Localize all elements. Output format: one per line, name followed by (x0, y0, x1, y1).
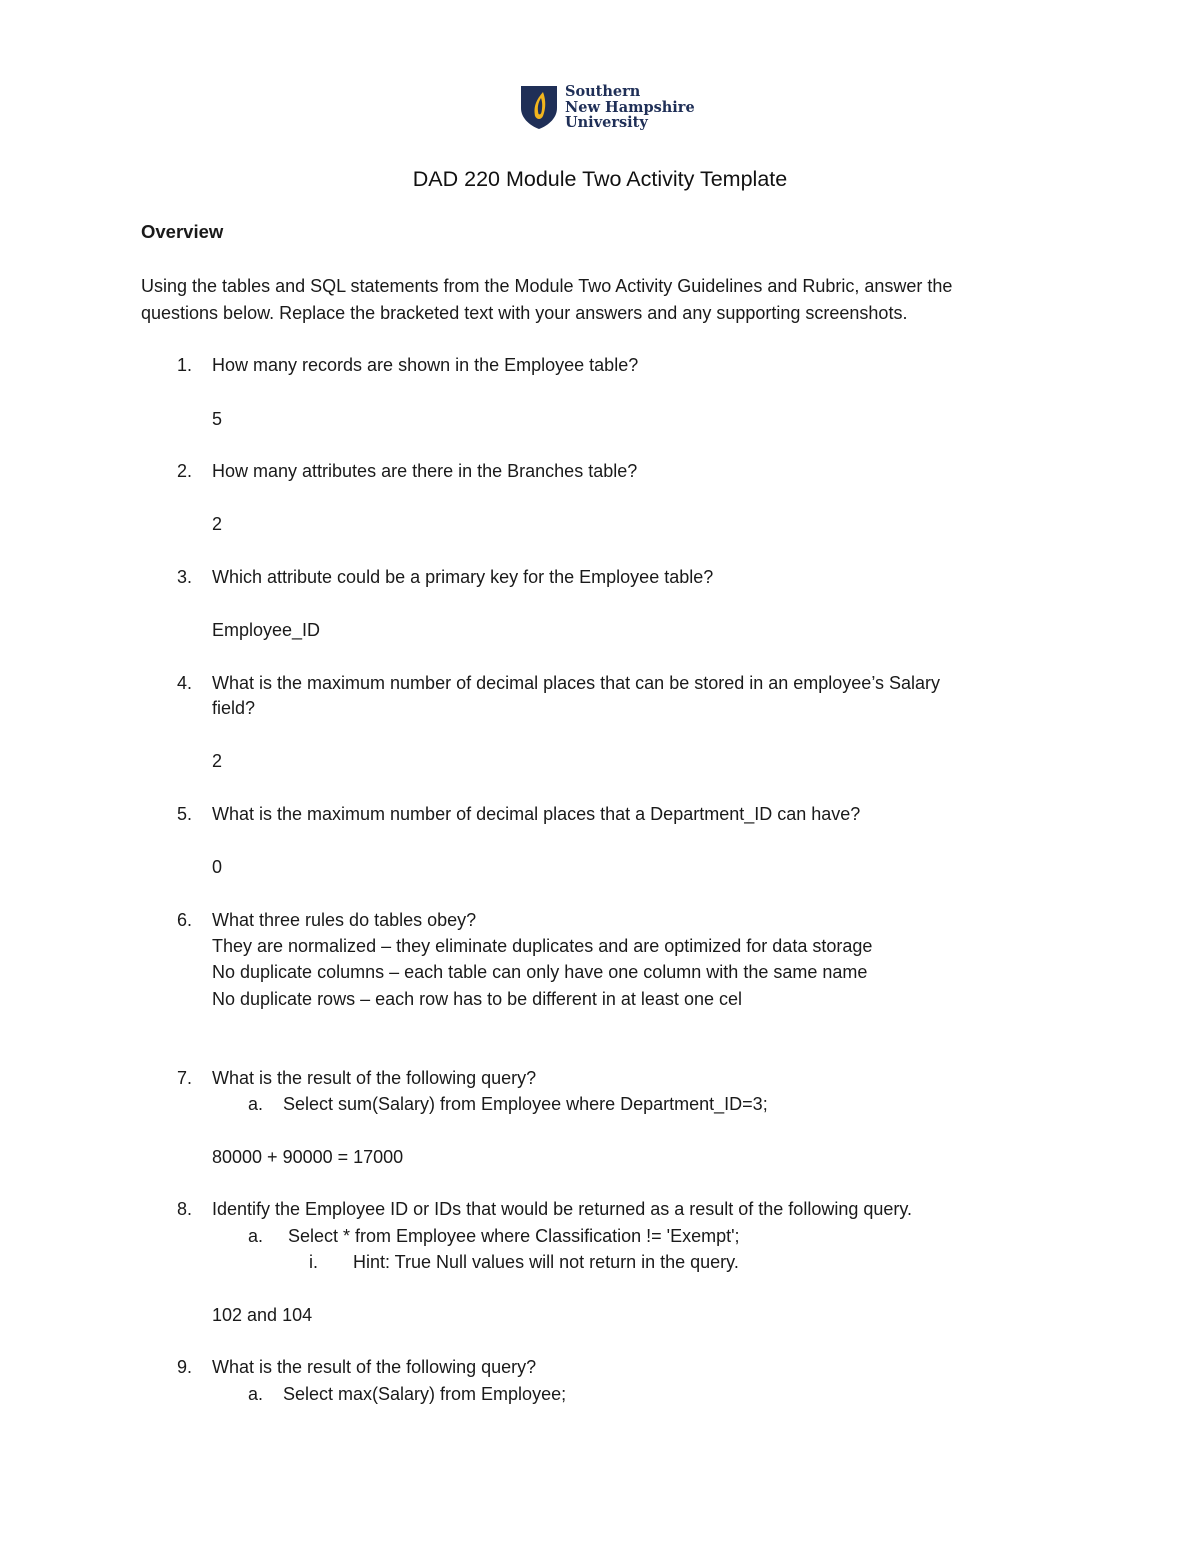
answer-line: No duplicate columns – each table can only have one column with the same name (212, 962, 868, 982)
question-number: 8. (176, 1199, 192, 1219)
sub-sub-item-text: Hint: True Null values will not return in the query. (353, 1252, 739, 1272)
question-number: 5. (176, 804, 192, 824)
question-number: 9. (176, 1357, 192, 1377)
answer-text: 2 (212, 514, 223, 534)
question-text: What three rules do tables obey? (212, 910, 477, 930)
question-text: What is the result of the following query? (212, 1068, 537, 1088)
question-text: Identify the Employee ID or IDs that would be returned as a result of the following query. (212, 1199, 913, 1219)
logo-text (565, 84, 695, 131)
answer-line: No duplicate rows – each row has to be different in at least one cel (212, 989, 742, 1009)
sub-sub-item-marker: i. (309, 1252, 318, 1272)
question-text: What is the maximum number of decimal places that a Department_ID can have? (212, 804, 861, 824)
question-number: 6. (176, 910, 192, 930)
question-number: 3. (176, 567, 192, 587)
university-logo (519, 83, 695, 134)
overview-line-1: Using the tables and SQL statements from the Module Two Activity Guidelines and Rubric, answer the (141, 276, 953, 296)
answer-text: Employee_ID (212, 620, 321, 640)
question-number: 4. (176, 673, 192, 693)
question-text-continued: field? (212, 698, 256, 718)
sub-item-text: Select max(Salary) from Employee; (283, 1384, 567, 1404)
answer-text: 5 (212, 409, 223, 429)
sub-item-marker: a. (247, 1094, 263, 1114)
answer-text: 80000 + 90000 = 17000 (212, 1147, 404, 1167)
sub-item-text: Select sum(Salary) from Employee where Department_ID=3; (283, 1094, 768, 1114)
sub-item-marker: a. (247, 1226, 263, 1246)
overview-line-2: questions below. Replace the bracketed text with your answers and any supporting screenshots. (141, 303, 908, 323)
logo-line-3: University (565, 114, 648, 131)
question-text: What is the result of the following query? (212, 1357, 537, 1377)
overview-heading: Overview (141, 221, 224, 242)
logo-line-2: New Hampshire (565, 98, 695, 116)
shield-icon (519, 84, 559, 130)
question-text: What is the maximum number of decimal places that can be stored in an employee’s Salary (212, 673, 941, 693)
question-text: How many attributes are there in the Branches table? (212, 461, 638, 481)
answer-text: 0 (212, 857, 223, 877)
answer-text: 102 and 104 (212, 1305, 313, 1325)
question-text: Which attribute could be a primary key for the Employee table? (212, 567, 714, 587)
question-number: 1. (176, 355, 192, 375)
document-title: DAD 220 Module Two Activity Template (412, 167, 788, 191)
question-number: 2. (176, 461, 192, 481)
question-number: 7. (176, 1068, 192, 1088)
answer-line: They are normalized – they eliminate duplicates and are optimized for data storage (212, 936, 873, 956)
answer-text: 2 (212, 751, 223, 771)
sub-item-marker: a. (247, 1384, 263, 1404)
logo-line-1: Southern (565, 83, 641, 100)
question-text: How many records are shown in the Employee table? (212, 355, 639, 375)
sub-item-text: Select * from Employee where Classification != 'Exempt'; (288, 1226, 740, 1246)
